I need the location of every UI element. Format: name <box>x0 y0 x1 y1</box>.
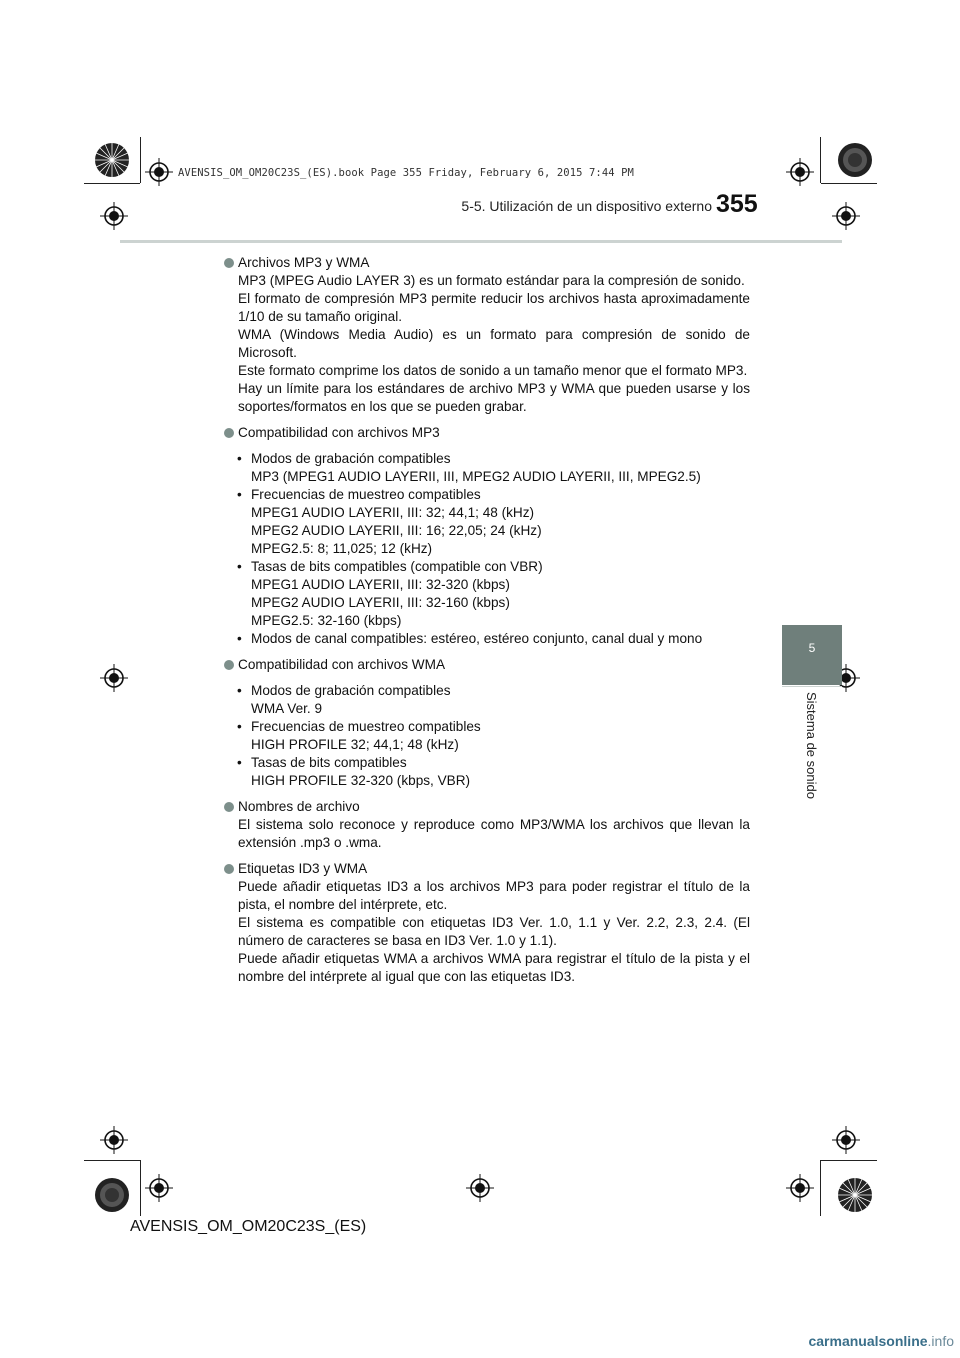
registration-mark-icon <box>786 158 814 186</box>
starburst-mark-icon <box>837 142 873 178</box>
watermark-tld: .info <box>927 1333 954 1349</box>
item-paragraph: El sistema es compatible con etiquetas ID3 Ver. 1.0, 1.1 y Ver. 2.2, 2.3, 2.4. (El número de caracteres se basa en ID3 Ver. 1.0 y 1.1). <box>238 915 750 948</box>
sub-item-label: Modos de grabación compatibles <box>251 451 451 466</box>
sub-item-label: Modos de canal compatibles: estéreo, estéreo conjunto, canal dual y mono <box>251 631 703 646</box>
page-content <box>224 254 750 994</box>
sub-item-label: Modos de grabación compatibles <box>251 683 451 698</box>
sub-item-line: WMA Ver. 9 <box>251 701 323 716</box>
chapter-label: Sistema de sonido <box>804 692 819 799</box>
item-paragraph: WMA (Windows Media Audio) es un formato para compresión de sonido de Microsoft. <box>238 327 750 360</box>
list-item <box>224 798 750 852</box>
registration-mark-icon <box>100 1126 128 1154</box>
chapter-number: 5 <box>808 641 816 655</box>
registration-mark-icon <box>145 158 173 186</box>
sub-item: • Frecuencias de muestreo compatibles MPEG1 AUDIO LAYERII, III: 32; 44,1; 48 (kHz) MPEG2 AUDIO LAYERII, III: 16; 22,05; 24 (kHz) MPEG2.5: 8; 11,025; 12 (kHz) <box>224 486 750 558</box>
registration-mark-icon <box>100 202 128 230</box>
sub-item-line: MPEG1 AUDIO LAYERII, III: 32-320 (kbps) <box>251 577 510 592</box>
list-item <box>224 424 750 648</box>
starburst-mark-icon <box>94 1177 130 1213</box>
chapter-tab-rule <box>782 686 842 687</box>
registration-mark-icon <box>100 664 128 692</box>
item-title: Nombres de archivo <box>238 799 360 814</box>
item-paragraph: Este formato comprime los datos de sonido a un tamaño menor que el formato MP3. <box>238 363 748 378</box>
sub-item: • Tasas de bits compatibles HIGH PROFILE 32-320 (kbps, VBR) <box>224 754 750 790</box>
section-title: 5-5. Utilización de un dispositivo externo <box>461 198 712 214</box>
item-title: Compatibilidad con archivos MP3 <box>238 425 440 440</box>
registration-mark-icon <box>832 1126 860 1154</box>
sub-item-line: HIGH PROFILE 32; 44,1; 48 (kHz) <box>251 737 459 752</box>
starburst-mark-icon <box>837 1177 873 1213</box>
sub-item: • Frecuencias de muestreo compatibles HIGH PROFILE 32; 44,1; 48 (kHz) <box>224 718 750 754</box>
bullet-icon <box>224 660 234 670</box>
item-title: Etiquetas ID3 y WMA <box>238 861 368 876</box>
item-paragraph: Hay un límite para los estándares de archivo MP3 y WMA que pueden usarse y los soportes/formatos en los que se pueden grabar. <box>238 381 750 414</box>
sub-item-label: Frecuencias de muestreo compatibles <box>251 487 481 502</box>
item-paragraph: MP3 (MPEG Audio LAYER 3) es un formato estándar para la compresión de sonido. <box>238 273 745 288</box>
sub-item-line: MPEG2 AUDIO LAYERII, III: 16; 22,05; 24 (kHz) <box>251 523 542 538</box>
bullet-icon <box>224 428 234 438</box>
sub-item: • Tasas de bits compatibles (compatible con VBR) MPEG1 AUDIO LAYERII, III: 32-320 (kbps) MPEG2 AUDIO LAYERII, III: 32-160 (kbps) MPEG2.5: 32-160 (kbps) <box>224 558 750 630</box>
bullet-icon <box>224 864 234 874</box>
list-item <box>224 254 750 416</box>
item-title: Archivos MP3 y WMA <box>238 255 370 270</box>
sub-item-line: MP3 (MPEG1 AUDIO LAYERII, III, MPEG2 AUDIO LAYERII, III, MPEG2.5) <box>251 469 701 484</box>
item-title: Compatibilidad con archivos WMA <box>238 657 446 672</box>
footer-doc-code: AVENSIS_OM_OM20C23S_(ES) <box>130 1218 367 1235</box>
registration-mark-icon <box>466 1174 494 1202</box>
list-item <box>224 656 750 790</box>
list-item <box>224 860 750 986</box>
header-rule <box>120 240 842 243</box>
sub-item: • Modos de grabación compatibles MP3 (MPEG1 AUDIO LAYERII, III, MPEG2 AUDIO LAYERII, III, MPEG2.5) <box>224 450 750 486</box>
sub-item-line: MPEG2.5: 8; 11,025; 12 (kHz) <box>251 541 433 556</box>
item-paragraph: Puede añadir etiquetas ID3 a los archivos MP3 para poder registrar el título de la pista, el nombre del intérprete, etc. <box>238 879 750 912</box>
sub-item-label: Tasas de bits compatibles (compatible con VBR) <box>251 559 543 574</box>
sub-item-line: HIGH PROFILE 32-320 (kbps, VBR) <box>251 773 471 788</box>
registration-mark-icon <box>832 202 860 230</box>
sub-item-line: MPEG2.5: 32-160 (kbps) <box>251 613 402 628</box>
watermark[interactable] <box>808 1333 954 1349</box>
sub-item: • Modos de canal compatibles: estéreo, estéreo conjunto, canal dual y mono <box>224 630 750 648</box>
page-number: 355 <box>716 190 758 218</box>
sub-item: • Modos de grabación compatibles WMA Ver. 9 <box>224 682 750 718</box>
chapter-tab <box>782 625 842 685</box>
bullet-icon <box>224 258 234 268</box>
sub-item-label: Frecuencias de muestreo compatibles <box>251 719 481 734</box>
sub-item-line: MPEG2 AUDIO LAYERII, III: 32-160 (kbps) <box>251 595 510 610</box>
registration-mark-icon <box>786 1174 814 1202</box>
bullet-icon <box>224 802 234 812</box>
registration-mark-icon <box>145 1174 173 1202</box>
print-stamp: AVENSIS_OM_OM20C23S_(ES).book Page 355 Friday, February 6, 2015 7:44 PM <box>178 167 634 179</box>
sub-item-line: MPEG1 AUDIO LAYERII, III: 32; 44,1; 48 (kHz) <box>251 505 535 520</box>
starburst-mark-icon <box>94 142 130 178</box>
sub-item-label: Tasas de bits compatibles <box>251 755 407 770</box>
item-paragraph: El formato de compresión MP3 permite reducir los archivos hasta aproximadamente 1/10 de su tamaño original. <box>238 291 750 324</box>
item-paragraph: El sistema solo reconoce y reproduce como MP3/WMA los archivos que llevan la extensión .mp3 o .wma. <box>238 817 750 850</box>
watermark-site: carmanualsonline <box>808 1333 928 1349</box>
item-paragraph: Puede añadir etiquetas WMA a archivos WMA para registrar el título de la pista y el nombre del intérprete al igual que con las etiquetas ID3. <box>238 951 750 984</box>
